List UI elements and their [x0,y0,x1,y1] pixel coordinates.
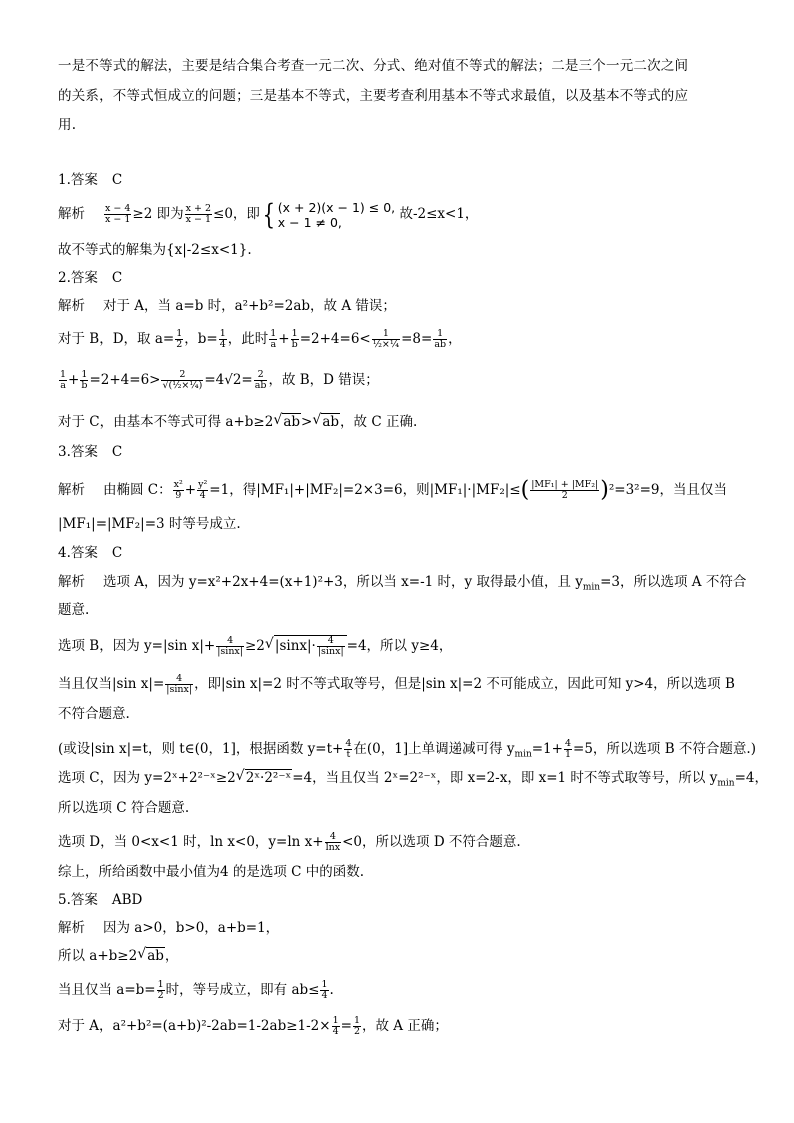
fraction: $\frac{\text{x²}}{9}$ [173,479,183,501]
math-symbol: { [262,197,276,231]
q4-option-a-cont: 题意. [58,602,90,618]
fraction: $\frac{x + 2}{x - 1}$ [185,203,212,225]
q4-option-c: 选项 C，因为 y=2ˣ+2²⁻ˣ≥2√ 2ˣ·2²⁻ˣ=4，当且仅当 2ˣ=2²⁻ˣ，即 x=2-x，即 x=1 时不等式取等号，所以 $y_{min}=4$， [58,768,738,788]
q4-answer: C [111,545,123,561]
q4-option-b-3: 不符合题意. [58,706,130,722]
fraction: $\frac{1}{b}$ [81,369,88,391]
math-symbol: min [514,749,532,760]
q3-answer: C [111,444,123,460]
fraction: $\frac{\text{y²}}{4}$ [198,479,208,501]
fraction: $\frac{1}{2}$ [176,328,183,350]
fraction: $\frac{4}{1}$ [564,738,572,760]
q1-answer-line [58,170,738,190]
square-root: √ ab [312,412,340,432]
fraction: $\frac{1}{2}$ [353,1015,360,1037]
q4-summary: 综上，所给函数中最小值为4 的是选项 C 中的函数. [58,864,365,880]
q5-answer: ABD [111,892,143,908]
math-symbol: ) [600,477,609,503]
q4-answer-line: 4.答案 C [58,545,123,561]
q1-answer: C [111,172,123,188]
q2-line-2: 对于 B，D，取 a= $\frac{1}{2}$ ，b= $\frac{1}{4}$ ，此时 $\frac{1}{a}$ + $\frac{1}{b}$ =2+4=6< $\frac{1}{\text{½×¼}}$ =8= $\frac{1}{ab}$ ， [58,328,462,350]
fraction: $\frac{1}{4}$ [321,979,328,1001]
math-symbol: min [582,582,601,593]
math-symbol: ( [520,477,530,503]
q5-line-3: 当且仅当 a=b= $\frac{1}{2}$ 时，等号成立，即有 ab≤ $\frac{1}{4}$ . [58,979,334,1001]
q5-line-1: 解析 因为 a>0，b>0，a+b=1， [58,920,280,936]
q2-answer-line: 2.答案 C [58,270,123,286]
fraction: $\frac{1}{b}$ [291,328,298,350]
intro-line-3: 用. [58,117,77,133]
fraction: $\frac{1}{4}$ [219,328,226,350]
q5-answer-line: 5.答案 ABD [58,892,143,908]
math-symbol: min [717,778,735,789]
q4-option-b-2: 当且仅当|sin x|= $\frac{4}{|\sin x|}$ ，即|sin x|=2 时不等式取等号，但是|sin x|=2 不可能成立，因此可知 y>4，所以选项 B [58,673,735,695]
square-root: √ ab [137,946,165,966]
square-root: √ 2ˣ·2²⁻ˣ [236,768,292,788]
fraction: $\frac{1}{a}$ [270,328,277,350]
fraction: $\frac{1}{4}$ [332,1015,339,1037]
q4-option-b-4: (或设|sin x|=t，则 t∈(0，1]，根据函数 y=t+ $\frac{4}{t}$ 在(0，1]上单调递减可得 $y_{min}=1+$ $\frac{4}{1}$ =5，所以选项 B 不符合题意.) [58,738,756,760]
fraction: $\frac{1}{\text{½×¼}}$ [372,328,400,350]
fraction: $\frac{4}{|\sin x|}$ [317,635,344,657]
q1-analysis-line: 解析 $\frac{x - 4}{x - 1}$ ≥2 即为 $\frac{x + 2}{x - 1}$ ≤0，即{ (x + 2)(x − 1) ≤ 0, x − 1 ≠ 0, 故-2≤x<1， [58,197,479,231]
q1-conclusion: 故不等式的解集为{x|-2≤x<1}. [58,242,252,258]
q3-answer-line: 3.答案 C [58,444,123,460]
fraction: $\frac{1}{a}$ [60,369,67,391]
q5-line-4: 对于 A，a²+b²=(a+b)²-2ab=1-2ab≥1-2× $\frac{1}{4}$ = $\frac{1}{2}$ ，故 A 正确； [58,1015,448,1037]
q2-line-1: 解析 对于 A，当 a=b 时，a²+b²=2ab，故 A 错误； [58,298,396,314]
fraction: $\frac{x - 4}{x - 1}$ [105,203,131,225]
q4-option-a: 解析 选项 A，因为 y=x²+2x+4=(x+1)²+3，所以当 x=-1 时，y 取得最小值，且 $y_{min}=3$，所以选项 A 不符合 [58,574,747,593]
q4-option-b: 选项 B，因为 y=|sin x|+ $\frac{4}{|\sin x|}$ ≥2√ |sinx|· $\frac{4}{|\sin x|}$ =4，所以 y≥4， [58,632,738,660]
q3-line-2: |MF₁|=|MF₂|=3 时等号成立. [58,516,241,532]
square-root: √ ab [273,412,301,432]
q2-line-3: $\frac{1}{a}$ + $\frac{1}{b}$ =2+4=6> $\frac{2}{\text{√(½×¼)}}$ =4√2= $\frac{2}{ab}$ ，故 B，D 错误； [60,369,379,391]
answer-label: 答案 [70,172,98,188]
fraction: $\frac{2}{ab}$ [254,369,267,391]
q3-line-1: 解析 由椭圆 C： $\frac{\text{x²}}{9}$ + $\frac{\text{y²}}{4}$ =1，得|MF₁|+|MF₂|=2×3=6，则|MF₁|·|MF₂|≤( $\frac{\text{|MF₁| + |MF₂|}}{2}$ )²=3²=9，当且仅当 [58,477,727,503]
intro-line-1: 一是不等式的解法，主要是结合集合考查一元二次、分式、绝对值不等式的解法；二是三个一元二次之间 [58,58,689,74]
q1-number: 1. [58,172,71,188]
fraction: $\frac{4}{|\sin x|}$ [217,635,243,657]
q2-answer: C [111,270,123,286]
fraction: $\frac{1}{2}$ [157,979,164,1001]
fraction: $\frac{\text{|MF₁| + |MF₂|}}{2}$ [531,479,599,501]
fraction: $\frac{2}{\text{√(½×¼)}}$ [162,369,203,391]
intro-line-2: 的关系，不等式恒成立的问题；三是基本不等式，主要考查利用基本不等式求最值，以及基本不等式的应 [58,88,689,104]
fraction: $\frac{4}{t}$ [345,738,352,760]
q4-option-c-2: 所以选项 C 符合题意. [58,800,190,816]
fraction: $\frac{1}{ab}$ [434,328,447,350]
q2-line-4: 对于 C，由基本不等式可得 a+b≥2√ ab>√ ab，故 C 正确. [58,412,738,432]
q4-option-d: 选项 D，当 0<x<1 时，ln x<0，y=ln x+ $\frac{4}{\ln x}$ <0，所以选项 D 不符合题意. [58,831,521,853]
square-root: √ |sinx|· $\frac{4}{|\sin x|}$ [265,632,347,660]
analysis-label: 解析 [58,206,85,222]
inequality-system: (x + 2)(x − 1) ≤ 0, x − 1 ≠ 0, [277,199,396,230]
fraction: $\frac{4}{|\sin x|}$ [166,673,193,695]
q5-line-2: 所以 a+b≥2√ ab， [58,946,738,966]
fraction: $\frac{4}{\ln x}$ [325,831,341,853]
